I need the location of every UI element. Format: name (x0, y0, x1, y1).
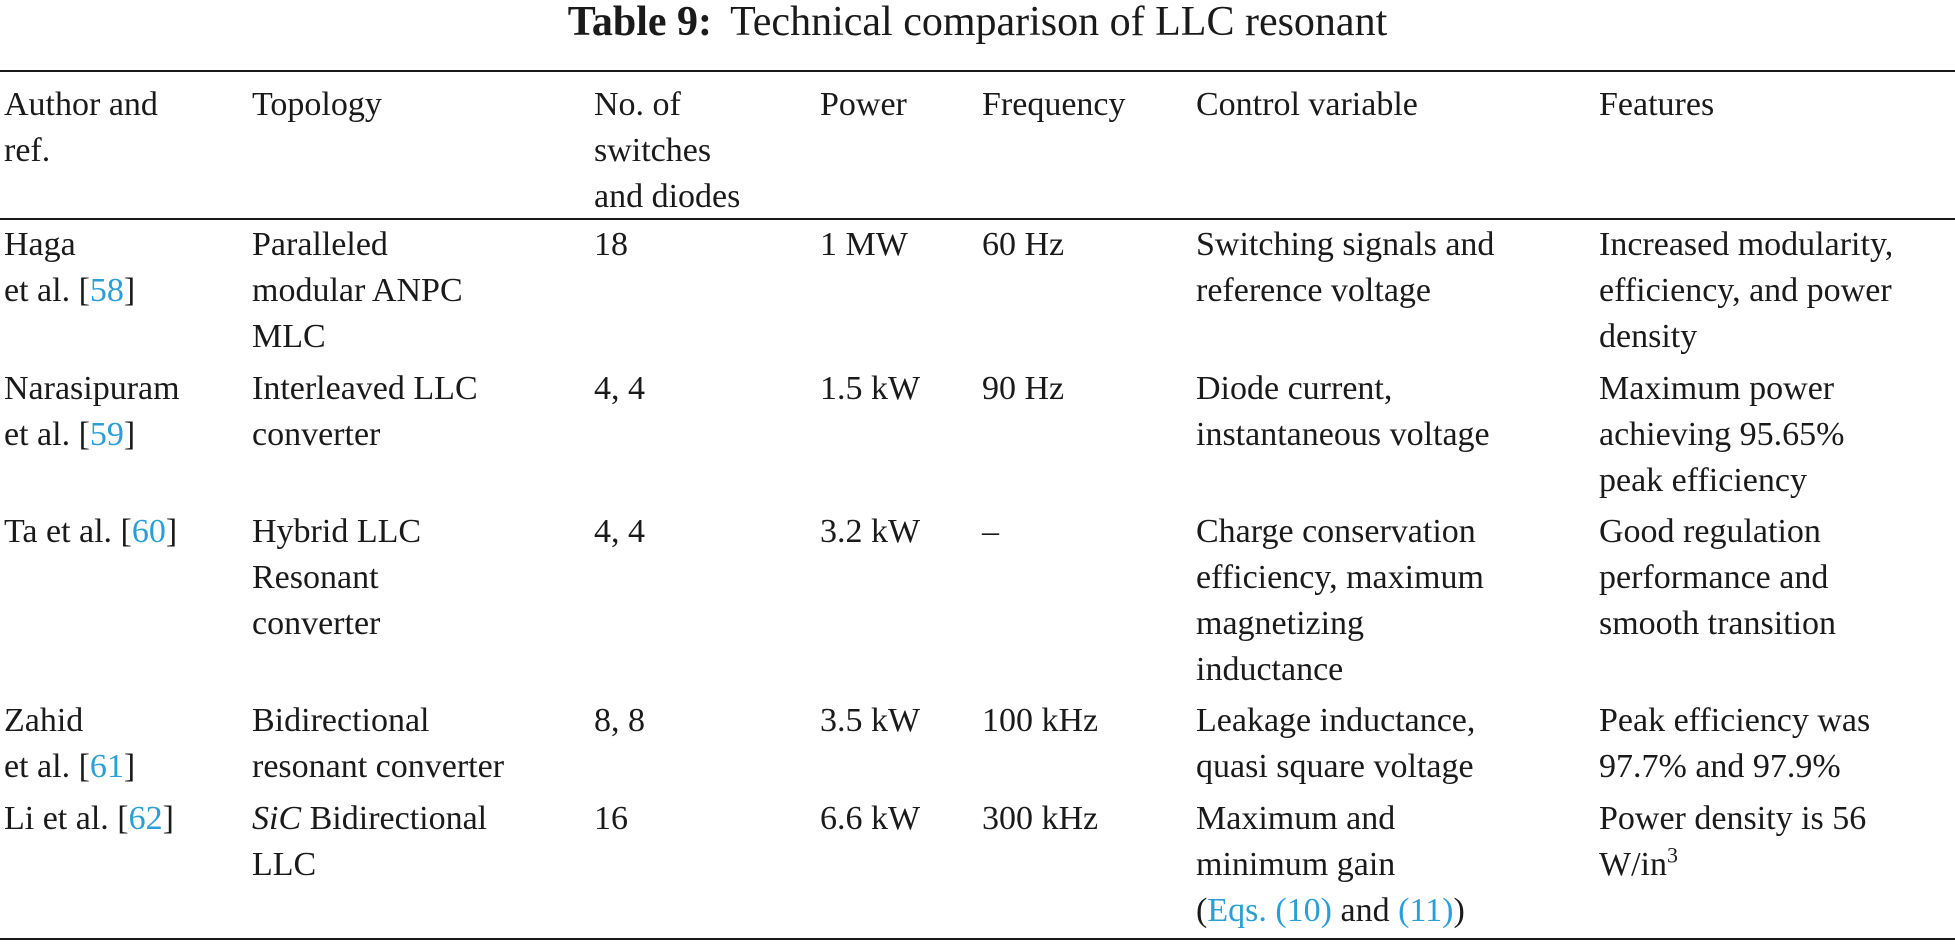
row-1-frequency: 60 Hz (982, 226, 1065, 263)
table-caption (0, 0, 1955, 50)
header-rule (0, 218, 1955, 220)
row-2-topology: Interleaved LLC converter (252, 370, 478, 453)
row-1-control-variable: Switching signals and reference voltage (1196, 226, 1495, 309)
row-4-topology: Bidirectional resonant converter (252, 702, 505, 785)
row-2-power: 1.5 kW (820, 370, 921, 407)
header-power: Power (820, 86, 907, 123)
row-2-author: Narasipuram et al. [59] (4, 370, 180, 453)
row-3-power: 3.2 kW (820, 513, 921, 550)
row-2-frequency: 90 Hz (982, 370, 1065, 407)
row-2-features: Maximum power achieving 95.65% peak efficiency (1599, 370, 1845, 499)
header-switches: No. of switches and diodes (594, 86, 741, 215)
header-control-variable: Control variable (1196, 86, 1418, 123)
header-frequency: Frequency (982, 86, 1126, 123)
row-4-power: 3.5 kW (820, 702, 921, 739)
table-label: Table 9: (567, 0, 713, 45)
table-title: Technical comparison of LLC resonant (730, 0, 1388, 45)
row-3-frequency: – (982, 513, 999, 550)
row-2-switches: 4, 4 (594, 370, 645, 407)
row-1-features: Increased modularity, efficiency, and power density (1599, 226, 1894, 355)
row-1-topology: Paralleled modular ANPC MLC (252, 226, 463, 355)
row-3-features: Good regulation performance and smooth transition (1599, 513, 1837, 642)
row-1-switches: 18 (594, 226, 628, 263)
header-author: Author and ref. (4, 86, 158, 169)
row-3-topology: Hybrid LLC Resonant converter (252, 513, 422, 642)
row-4-features: Peak efficiency was 97.7% and 97.9% (1599, 702, 1871, 785)
row-2-control-variable: Diode current, instantaneous voltage (1196, 370, 1490, 453)
top-rule (0, 70, 1955, 72)
row-1-power: 1 MW (820, 226, 908, 263)
citation-link[interactable]: 61 (89, 748, 124, 785)
row-5-power: 6.6 kW (820, 800, 921, 837)
row-3-author: Ta et al. [60] (4, 513, 178, 550)
row-3-switches: 4, 4 (594, 513, 645, 550)
row-4-switches: 8, 8 (594, 702, 645, 739)
citation-link[interactable]: 59 (89, 416, 124, 453)
row-5-frequency: 300 kHz (982, 800, 1099, 837)
row-3-control-variable: Charge conservation efficiency, maximum magnetizing inductance (1196, 513, 1484, 688)
row-4-author: Zahid et al. [61] (4, 702, 136, 785)
bottom-rule (0, 938, 1955, 940)
header-topology: Topology (252, 86, 382, 123)
header-features: Features (1599, 86, 1715, 123)
row-5-topology: SiC Bidirectional LLC (252, 800, 488, 883)
citation-link[interactable]: 60 (131, 513, 166, 550)
row-4-control-variable: Leakage inductance, quasi square voltage (1196, 702, 1476, 785)
row-5-author: Li et al. [62] (4, 800, 174, 837)
row-5-features: Power density is 56 $W/in^3$ (1599, 800, 1867, 883)
equation-link[interactable]: (11) (1398, 892, 1454, 929)
row-4-frequency: 100 kHz (982, 702, 1099, 739)
row-1-author: Haga et al. [58] (4, 226, 136, 309)
citation-link[interactable]: 62 (128, 800, 163, 837)
equation-link[interactable]: Eqs. (10) (1207, 892, 1332, 929)
citation-link[interactable]: 58 (89, 272, 124, 309)
row-5-control-variable: Maximum and minimum gain (Eqs. (10) and (11)) (1196, 800, 1465, 929)
row-5-switches: 16 (594, 800, 628, 837)
